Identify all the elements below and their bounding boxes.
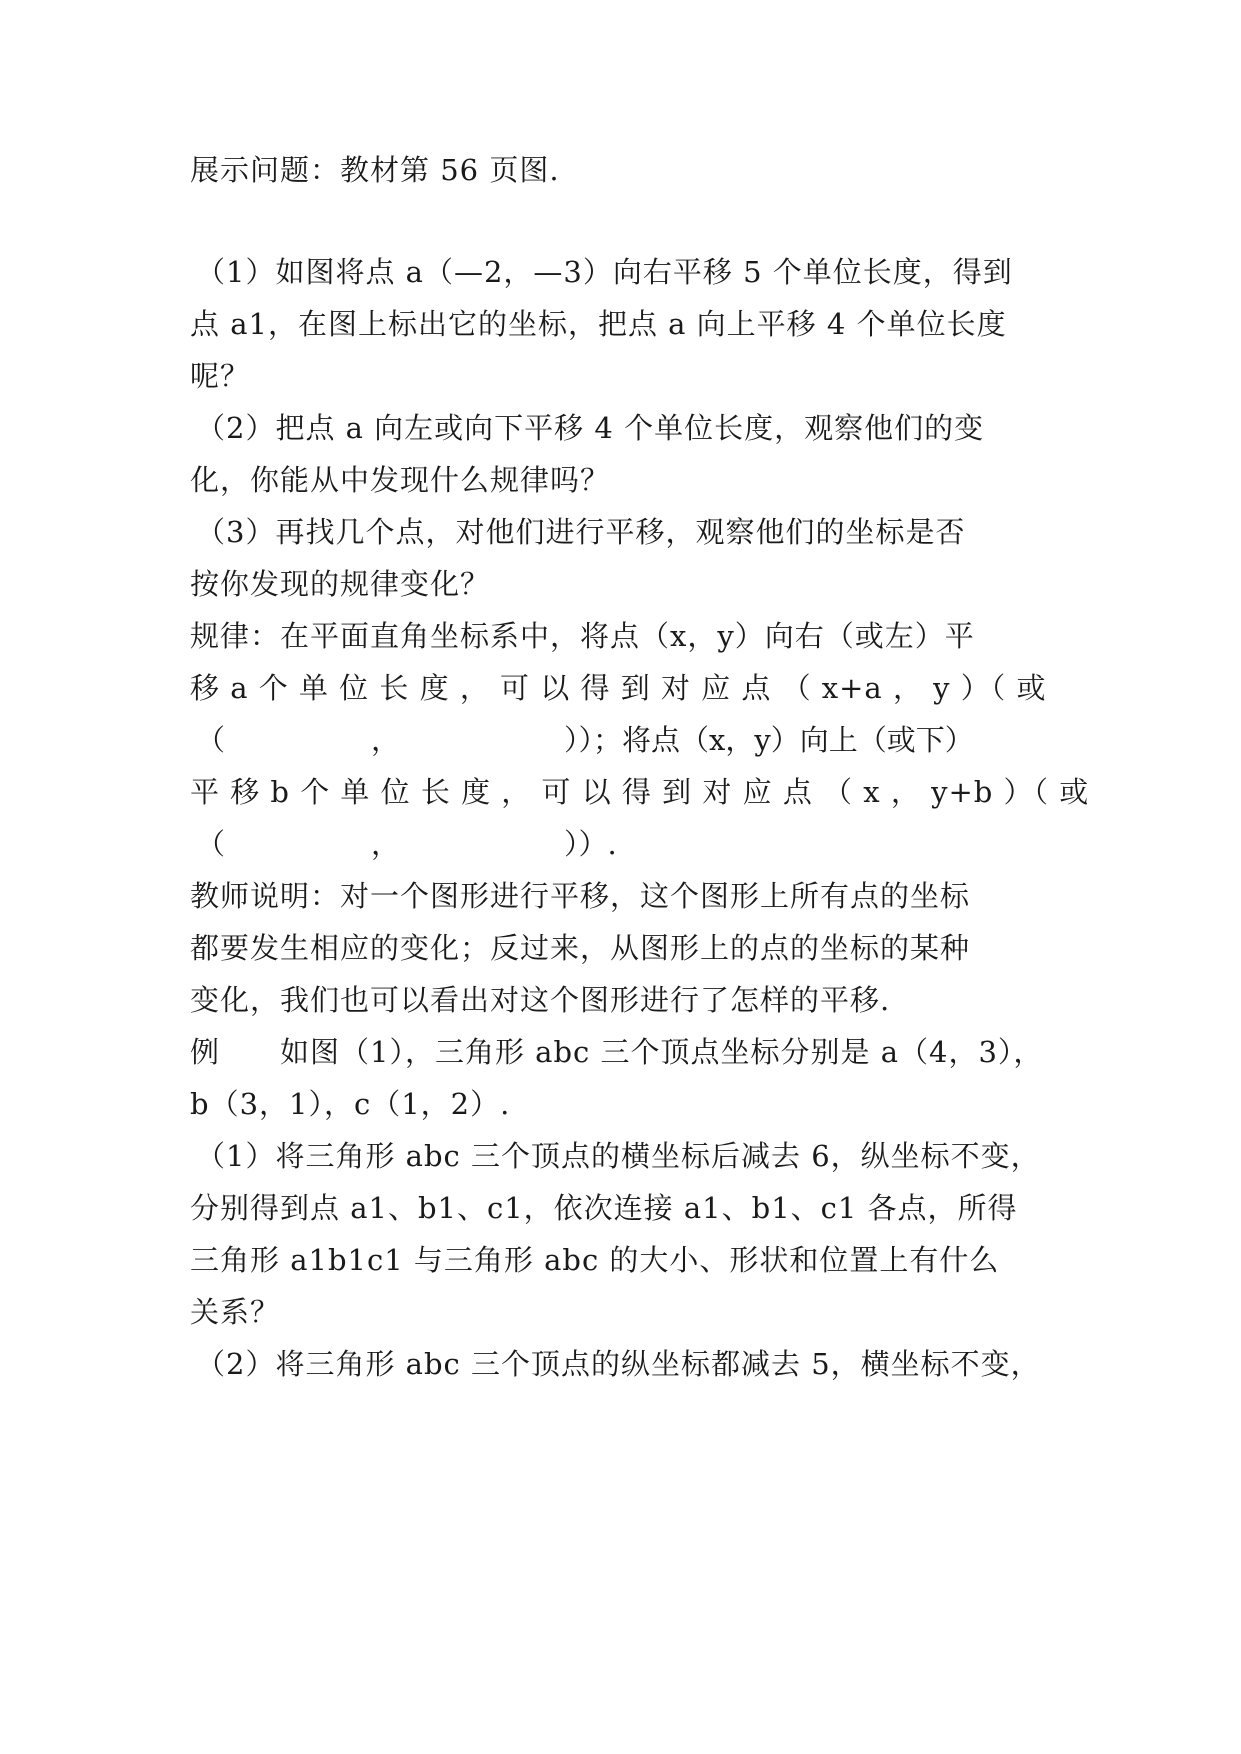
rule-line-1: 规律：在平面直角坐标系中，将点（x，y）向右（或左）平 xyxy=(190,619,975,653)
example-part-1-line-2: 分别得到点 a1、b1、c1，依次连接 a1、b1、c1 各点，所得 xyxy=(190,1191,1018,1225)
rule-line-2: 移 a 个 单 位 长 度 ， 可 以 得 到 对 应 点 （ x+a ， y ）（ 或 xyxy=(190,671,1047,705)
blank-comma: ， xyxy=(371,827,401,861)
teacher-note-line-1: 教师说明：对一个图形进行平移，这个图形上所有点的坐标 xyxy=(190,879,971,913)
rule-blank-line-1 xyxy=(196,720,1066,760)
blank-rest-text: ））. xyxy=(564,827,617,861)
question-1-line-3: 呢？ xyxy=(190,359,251,393)
example-part-1-line-3: 三角形 a1b1c1 与三角形 abc 的大小、形状和位置上有什么 xyxy=(190,1243,1000,1277)
question-3-line-2: 按你发现的规律变化？ xyxy=(190,567,491,601)
rule-blank-line-2 xyxy=(196,824,1066,864)
blank-comma: ， xyxy=(371,723,401,757)
rule-line-4: 平 移 b 个 单 位 长 度 ， 可 以 得 到 对 应 点 （ x ， y+b ）（ 或 xyxy=(190,775,1090,809)
section-heading: 展示问题：教材第 56 页图. xyxy=(190,153,560,187)
question-1-line-2: 点 a1，在图上标出它的坐标，把点 a 向上平移 4 个单位长度 xyxy=(190,307,1007,341)
question-1-line-1: （1）如图将点 a（—2，—3）向右平移 5 个单位长度，得到 xyxy=(196,255,1013,289)
example-part-1-line-4: 关系？ xyxy=(190,1295,281,1329)
example-line-1: 例 如图（1），三角形 abc 三个顶点坐标分别是 a（4，3）， xyxy=(190,1035,1044,1069)
example-part-1-line-1: （1）将三角形 abc 三个顶点的横坐标后减去 6，纵坐标不变， xyxy=(196,1139,1041,1173)
question-3-line-1: （3）再找几个点，对他们进行平移，观察他们的坐标是否 xyxy=(196,515,966,549)
blank-open-paren: （ xyxy=(196,723,226,757)
example-part-2-line-1: （2）将三角形 abc 三个顶点的纵坐标都减去 5，横坐标不变， xyxy=(196,1347,1041,1381)
question-2-line-2: 化，你能从中发现什么规律吗？ xyxy=(190,463,611,497)
teacher-note-line-2: 都要发生相应的变化；反过来，从图形上的点的坐标的某种 xyxy=(190,931,971,965)
teacher-note-line-3: 变化，我们也可以看出对这个图形进行了怎样的平移. xyxy=(190,983,891,1017)
question-2-line-1: （2）把点 a 向左或向下平移 4 个单位长度，观察他们的变 xyxy=(196,411,985,445)
blank-rest-text: ））；将点（x，y）向上（或下） xyxy=(564,723,974,757)
example-line-2: b（3，1），c（1，2）. xyxy=(190,1087,511,1121)
blank-open-paren: （ xyxy=(196,827,226,861)
